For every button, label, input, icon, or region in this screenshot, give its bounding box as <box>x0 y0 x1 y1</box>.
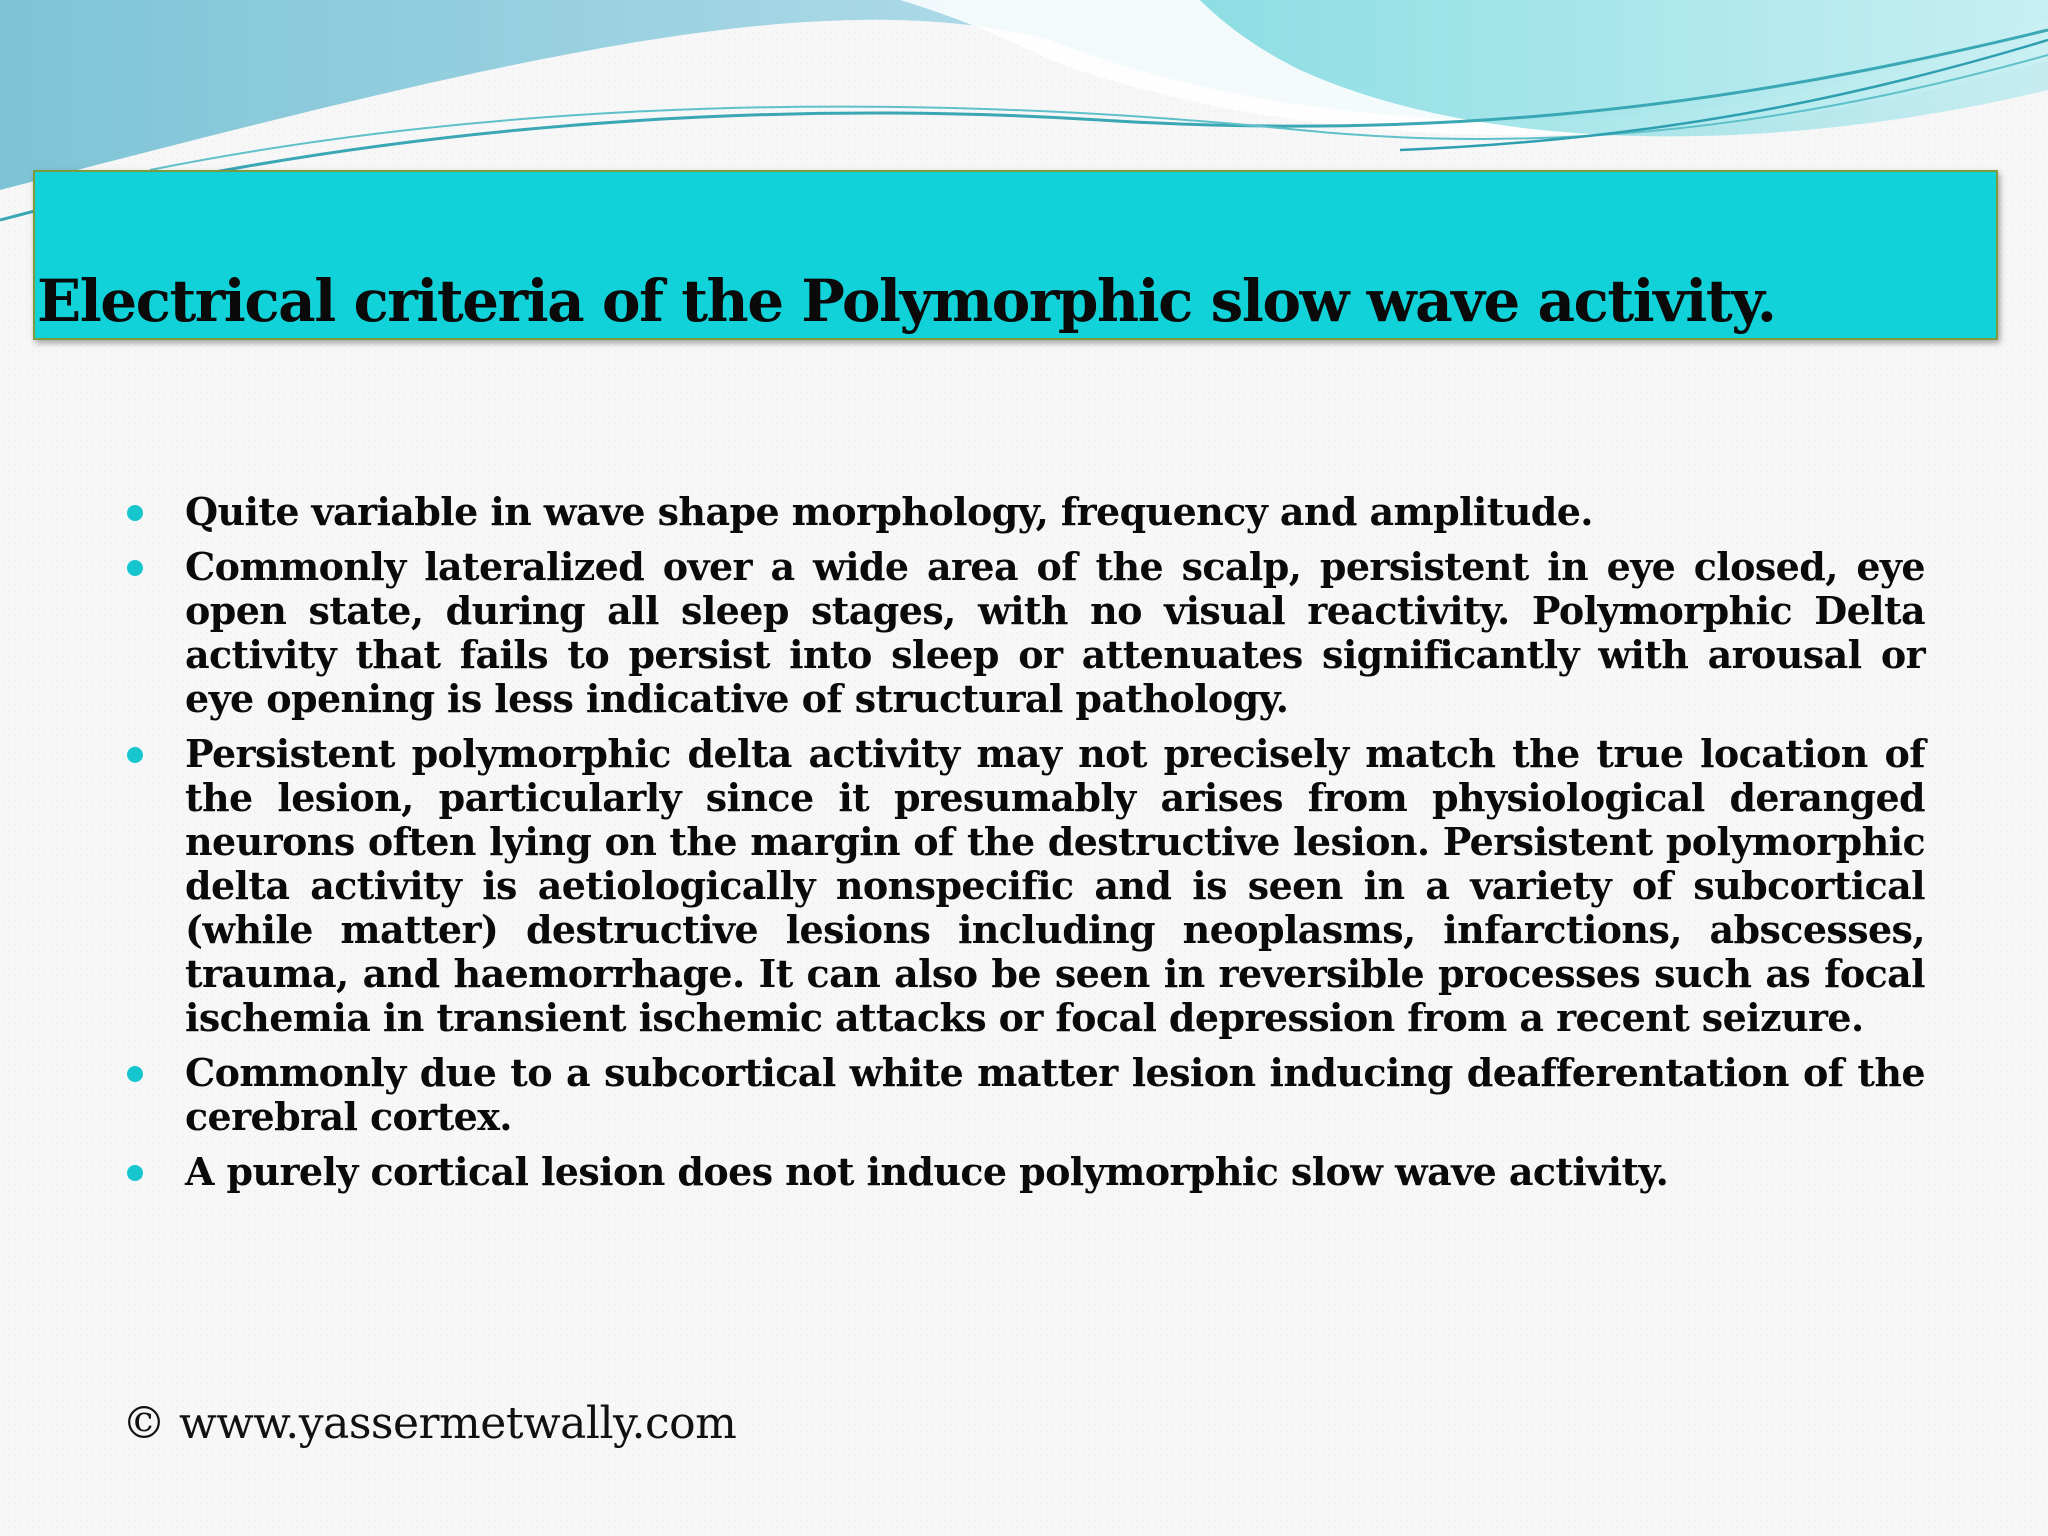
bullet-text: A purely cortical lesion does not induce polymorphic slow wave activity. <box>185 1149 1669 1194</box>
circle-bullet-icon <box>127 560 143 576</box>
list-item <box>127 1150 1925 1194</box>
circle-bullet-icon <box>127 1165 143 1181</box>
title-bar <box>33 170 1998 340</box>
bullet-text: Commonly lateralized over a wide area of the scalp, persistent in eye closed, eye open state, during all sleep stages, with no visual reactivity. Polymorphic Delta activity that fails to persist into sleep or attenuates significantly with arousal or eye opening is less indicative of structural pathology. <box>185 544 1925 721</box>
footer-copyright: © www.yassermetwally.com <box>122 1398 737 1449</box>
list-item <box>127 490 1925 534</box>
bullet-list <box>127 490 1925 1205</box>
circle-bullet-icon <box>127 1066 143 1082</box>
slide-title: Electrical criteria of the Polymorphic slow wave activity. <box>37 267 1776 335</box>
circle-bullet-icon <box>127 505 143 521</box>
bullet-text: Commonly due to a subcortical white matter lesion inducing deafferentation of the cerebral cortex. <box>185 1050 1925 1139</box>
bullet-text: Quite variable in wave shape morphology, frequency and amplitude. <box>185 489 1593 534</box>
bullet-text: Persistent polymorphic delta activity may not precisely match the true location of the lesion, particularly since it presumably arises from physiological deranged neurons often lying on the margin of the destructive lesion. Persistent polymorphic delta activity is aetiologically nonspecific and is seen in a variety of subcortical (while matter) destructive lesions including neoplasms, infarctions, abscesses, trauma, and haemorrhage. It can also be seen in reversible processes such as focal ischemia in transient ischemic attacks or focal depression from a recent seizure. <box>185 731 1925 1040</box>
list-item <box>127 545 1925 721</box>
list-item <box>127 1051 1925 1139</box>
circle-bullet-icon <box>127 747 143 763</box>
list-item <box>127 732 1925 1040</box>
